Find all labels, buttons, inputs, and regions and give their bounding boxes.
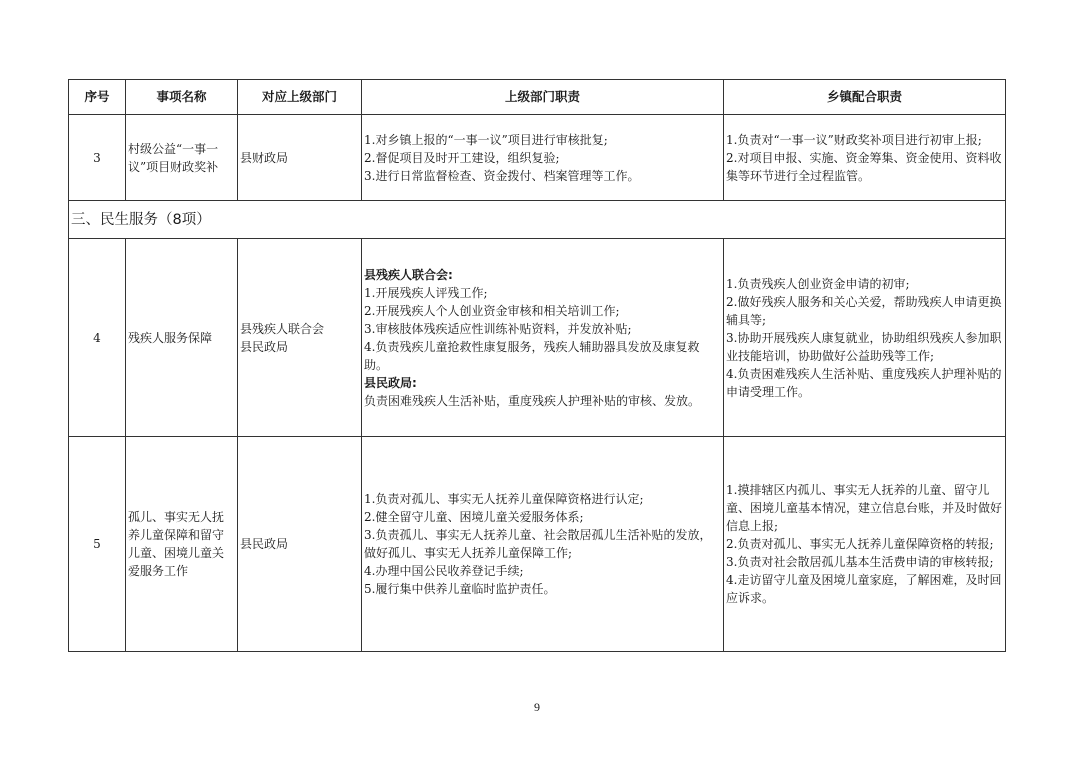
header-cell-town: 乡镇配合职责	[724, 80, 1006, 115]
department-line: 县民政局	[240, 339, 289, 354]
town-duties	[724, 115, 1006, 201]
table-row	[69, 239, 1006, 437]
duty-line: 2.健全留守儿童、困境儿童关爱服务体系;	[364, 510, 584, 524]
responsibility-table	[68, 79, 1006, 652]
department: 县财政局	[238, 115, 362, 201]
duty-line: 1.对乡镇上报的“一事一议”项目进行审核批复;	[364, 132, 608, 147]
duty-line: 1.负责残疾人创业资金申请的初审;	[726, 276, 910, 291]
town-duties	[724, 437, 1006, 652]
duty-line: 4.办理中国公民收养登记手续;	[364, 564, 524, 578]
duty-line: 2.开展残疾人个人创业资金审核和相关培训工作;	[364, 303, 620, 318]
duty-line: 4.负责残疾儿童抢救性康复服务，残疾人辅助器具发放及康复救助。	[364, 339, 700, 372]
row-number: 5	[69, 437, 126, 652]
duty-line: 1.负责对孤儿、事实无人抚养儿童保障资格进行认定;	[364, 492, 644, 506]
duty-line: 1.开展残疾人评残工作;	[364, 285, 488, 300]
table-row	[69, 115, 1006, 201]
duty-line: 3.进行日常监督检查、资金拨付、档案管理等工作。	[364, 168, 640, 183]
header-cell-upper: 上级部门职责	[362, 80, 724, 115]
header-cell-no: 序号	[69, 80, 126, 115]
item-name: 孤儿、事实无人抚养儿童保障和留守儿童、困境儿童关爱服务工作	[126, 437, 238, 652]
duty-line: 1.负责对“一事一议”财政奖补项目进行初审上报;	[726, 132, 982, 147]
header-cell-dept: 对应上级部门	[238, 80, 362, 115]
duty-line: 1.摸排辖区内孤儿、事实无人抚养的儿童、留守儿童、困境儿童基本情况，建立信息台账，并及时做好信息上报;	[726, 483, 1003, 533]
duty-line: 2.负责对孤儿、事实无人抚养儿童保障资格的转报;	[726, 537, 994, 551]
duty-line: 3.负责孤儿、事实无人抚养儿童、社会散居孤儿生活补贴的发放，做好孤儿、事实无人抚养儿童保障工作;	[364, 528, 712, 560]
duty-line: 3.审核肢体残疾适应性训练补贴资料，并发放补贴;	[364, 321, 632, 336]
item-name: 村级公益“一事一议”项目财政奖补	[126, 115, 238, 201]
duty-line: 4.负责困难残疾人生活补贴、重度残疾人护理补贴的申请受理工作。	[726, 366, 1002, 399]
duty-line: 2.做好残疾人服务和关心关爱，帮助残疾人申请更换辅具等;	[726, 294, 1002, 327]
duty-subheading: 县残疾人联合会:	[364, 267, 453, 282]
department: 县民政局	[238, 437, 362, 652]
header-cell-name: 事项名称	[126, 80, 238, 115]
row-number: 3	[69, 115, 126, 201]
section-title: 三、民生服务（8项）	[69, 201, 1006, 239]
town-duties	[724, 239, 1006, 437]
section-row	[69, 201, 1006, 239]
upper-duties	[362, 239, 724, 437]
duty-line: 3.协助开展残疾人康复就业，协助组织残疾人参加职业技能培训，协助做好公益助残等工作;	[726, 330, 1002, 363]
duty-line: 4.走访留守儿童及困境儿童家庭，了解困难，及时回应诉求。	[726, 573, 1002, 605]
duty-line: 2.对项目申报、实施、资金筹集、资金使用、资料收集等环节进行全过程监管。	[726, 150, 1002, 183]
duty-line: 2.督促项目及时开工建设，组织复验;	[364, 150, 560, 165]
duty-line: 负责困难残疾人生活补贴，重度残疾人护理补贴的审核、发放。	[364, 393, 701, 408]
page-number: 9	[534, 700, 540, 714]
row-number: 4	[69, 239, 126, 437]
department-line: 县残疾人联合会	[240, 321, 325, 336]
item-name: 残疾人服务保障	[126, 239, 238, 437]
header-row	[69, 80, 1006, 115]
upper-duties	[362, 437, 724, 652]
department	[238, 239, 362, 437]
upper-duties	[362, 115, 724, 201]
table-row	[69, 437, 1006, 652]
duty-subheading: 县民政局:	[364, 375, 417, 390]
duty-line: 3.负责对社会散居孤儿基本生活费申请的审核转报;	[726, 555, 994, 569]
duty-line: 5.履行集中供养儿童临时监护责任。	[364, 582, 556, 596]
